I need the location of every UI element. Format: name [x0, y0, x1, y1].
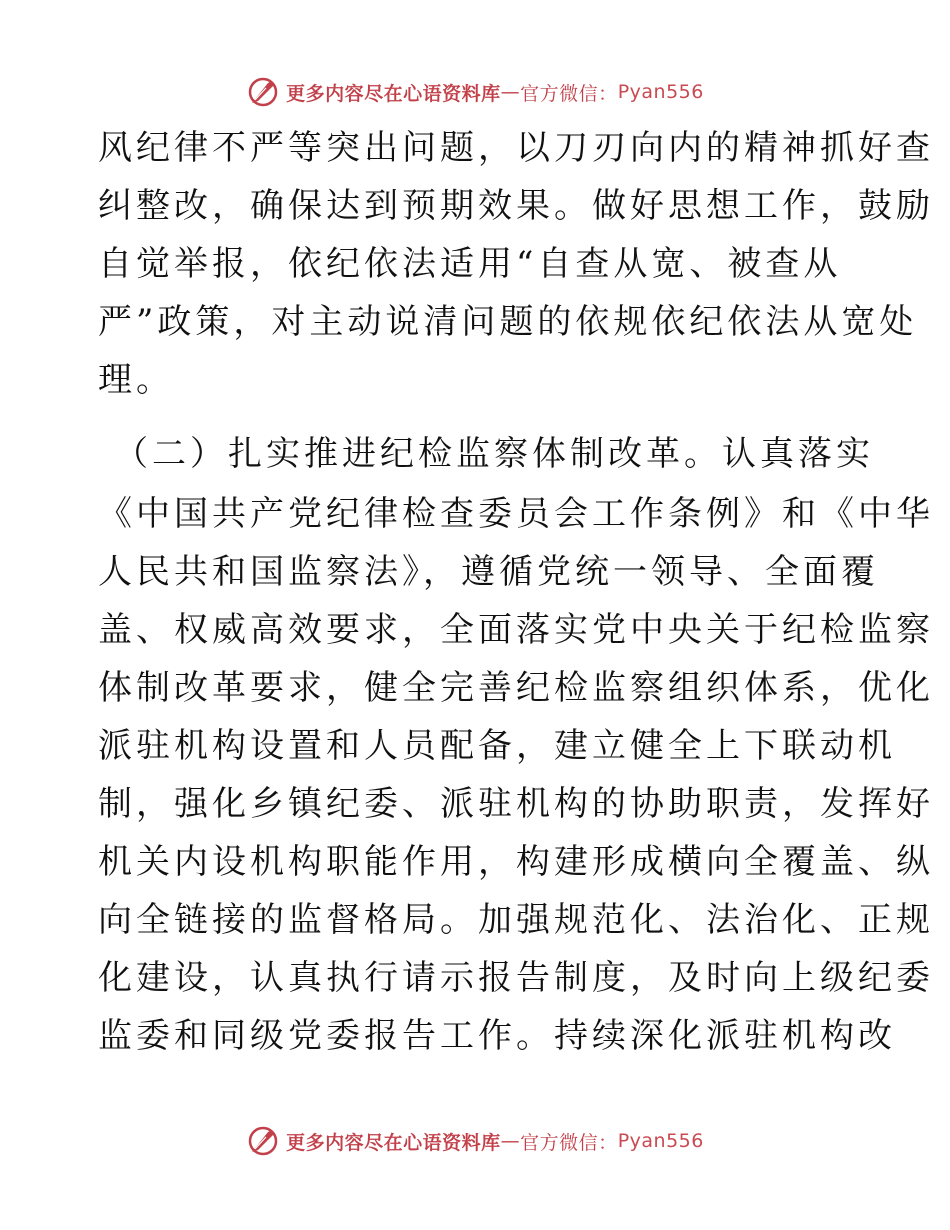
text-line: 风纪律不严等突出问题，以刀刃向内的精神抓好查 — [98, 128, 934, 168]
text-line: 向全链接的监督格局。加强规范化、法治化、正规 — [98, 900, 934, 940]
text-line: 纠整改，确保达到预期效果。做好思想工作，鼓励 — [98, 186, 934, 226]
footer-watermark — [0, 1121, 950, 1161]
text-line: 盖、权威高效要求，全面落实党中央关于纪检监察 — [98, 610, 934, 650]
text-line: 理。 — [98, 360, 174, 400]
watermark-wechat-id: Pyan556 — [617, 81, 704, 103]
text-line: 《中国共产党纪律检查委员会工作条例》和《中华 — [98, 494, 934, 534]
feather-pen-icon — [246, 1124, 280, 1158]
text-line: 人民共和国监察法》，遵循党统一领导、全面覆 — [98, 552, 879, 592]
text-line: 制，强化乡镇纪委、派驻机构的协助职责，发挥好 — [98, 784, 934, 824]
text-line: 化建设，认真执行请示报告制度，及时向上级纪委 — [98, 958, 934, 998]
watermark-separator: — — [500, 1130, 521, 1152]
text-line: 严”政策，对主动说清问题的依规依纪依法从宽处 — [98, 302, 918, 342]
watermark-brand: 更多内容尽在心语资料库 — [286, 1131, 501, 1154]
watermark-separator: — — [500, 81, 521, 103]
watermark-brand: 更多内容尽在心语资料库 — [286, 82, 501, 105]
watermark-wechat-label: 官方微信： — [520, 1131, 618, 1154]
watermark-wechat-id: Pyan556 — [617, 1130, 704, 1152]
text-line: 监委和同级党委报告工作。持续深化派驻机构改 — [98, 1016, 896, 1056]
text-line: 体制改革要求，健全完善纪检监察组织体系，优化 — [98, 668, 934, 708]
text-line: 自觉举报，依纪依法适用“自查从宽、被查从 — [98, 244, 842, 284]
section-heading-line: （二）扎实推进纪检监察体制改革。认真落实 — [114, 434, 874, 474]
text-line: 派驻机构设置和人员配备，建立健全上下联动机 — [98, 726, 896, 766]
watermark-wechat-label: 官方微信： — [520, 82, 618, 105]
text-line: 机关内设机构职能作用，构建形成横向全覆盖、纵 — [98, 842, 934, 882]
